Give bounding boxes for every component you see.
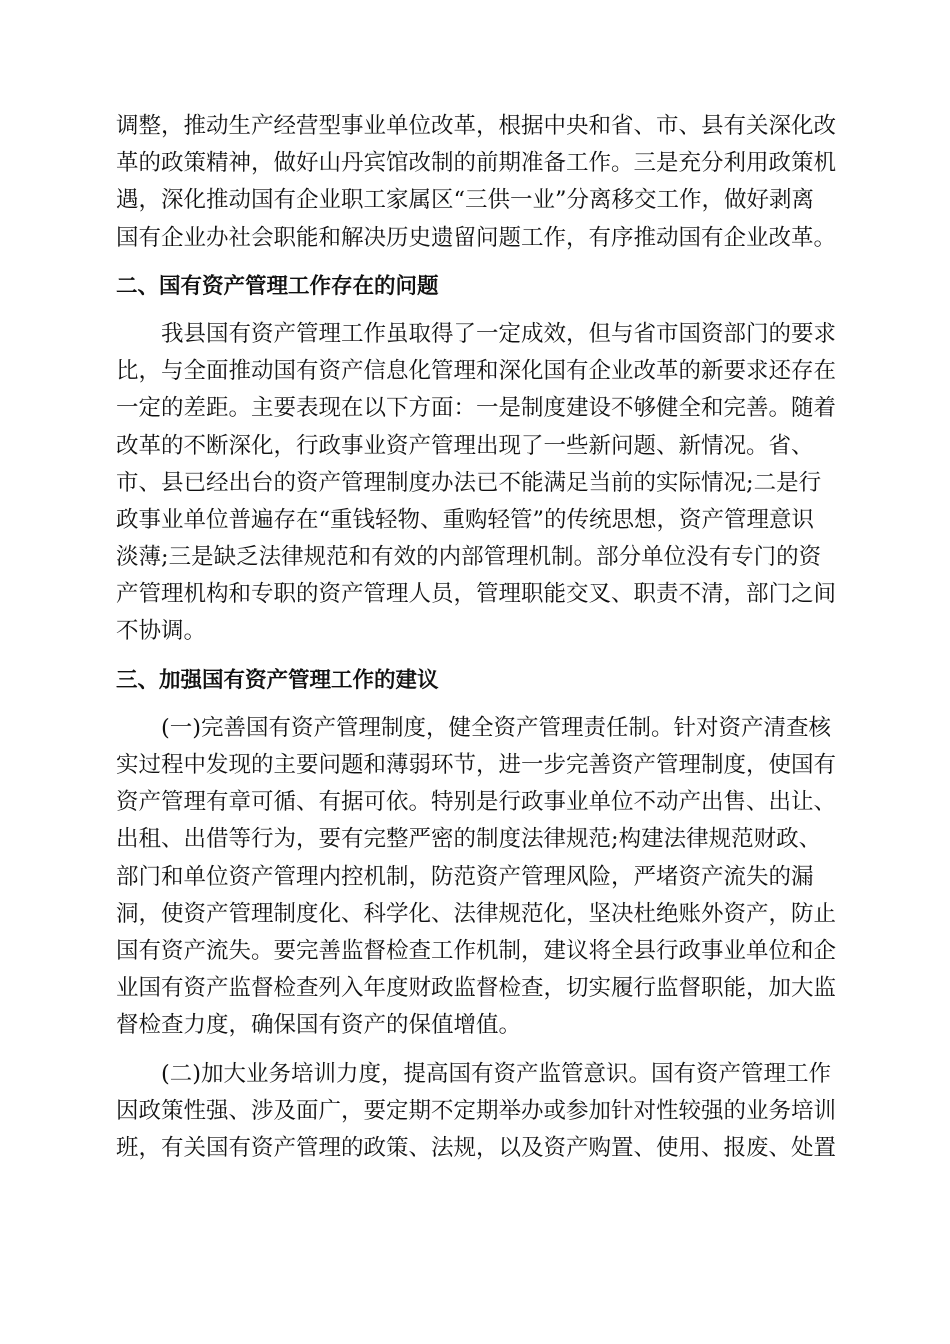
text-line: 淡薄;三是缺乏法律规范和有效的内部管理机制。部分单位没有专门的资 — [116, 544, 822, 571]
text-line: 我县国有资产管理工作虽取得了一定成效，但与省市国资部门的要求 — [116, 320, 837, 347]
text-line: 部门和单位资产管理内控机制，防范资产管理风险，严堵资产流失的漏 — [116, 863, 814, 890]
text-line: 班，有关国有资产管理的政策、法规，以及资产购置、使用、报废、处置 — [116, 1134, 837, 1161]
text-line: 实过程中发现的主要问题和薄弱环节，进一步完善资产管理制度，使国有 — [116, 752, 837, 778]
text-line: 资产管理有章可循、有据可依。特别是行政事业单位不动产出售、出让、 — [116, 789, 837, 816]
text-line: 出租、出借等行为，要有完整严密的制度法律规范;构建法律规范财政、 — [116, 826, 822, 853]
text-line: 业国有资产监督检查列入年度财政监督检查，切实履行监督职能，加大监 — [116, 975, 837, 1002]
text-line: 因政策性强、涉及面广，要定期不定期举办或参加针对性较强的业务培训 — [116, 1097, 837, 1124]
text-line: 市、县已经出台的资产管理制度办法已不能满足当前的实际情况;二是行 — [116, 469, 822, 496]
text-line: 调整，推动生产经营型事业单位改革，根据中央和省、市、县有关深化改 — [116, 113, 837, 139]
section-heading-problems: 二、国有资产管理工作存在的问题 — [116, 273, 439, 299]
text-line: 督检查力度，确保国有资产的保值增值。 — [116, 1012, 522, 1039]
text-line: 改革的不断深化，行政事业资产管理出现了一些新问题、新情况。省、 — [116, 432, 814, 459]
text-line: 洞，使资产管理制度化、科学化、法律规范化，坚决杜绝账外资产，防止 — [116, 900, 837, 927]
text-line: 不协调。 — [116, 618, 207, 645]
paragraph-reform-continuation — [116, 108, 837, 257]
paragraph-problems — [116, 316, 837, 651]
text-line: 产管理机构和专职的资产管理人员，管理职能交叉、职责不清，部门之间 — [116, 581, 837, 608]
text-line: 政事业单位普遍存在“重钱轻物、重购轻管”的传统思想，资产管理意识 — [116, 506, 815, 533]
text-line: 遇，深化推动国有企业职工家属区“三供一业”分离移交工作，做好剥离 — [116, 187, 815, 214]
text-line: 比，与全面推动国有资产信息化管理和深化国有企业改革的新要求还存在 — [116, 358, 837, 385]
text-line: 革的政策精神，做好山丹宾馆改制的前期准备工作。三是充分利用政策机 — [116, 150, 837, 177]
text-line: 国有企业办社会职能和解决历史遗留问题工作，有序推动国有企业改革。 — [116, 224, 837, 251]
text-line: (一)完善国有资产管理制度，健全资产管理责任制。针对资产清查核 — [116, 714, 832, 741]
text-line: 国有资产流失。要完善监督检查工作机制，建议将全县行政事业单位和企 — [116, 937, 837, 964]
paragraph-suggestion-two — [116, 1056, 837, 1168]
text-line: (二)加大业务培训力度，提高国有资产监管意识。国有资产管理工作 — [116, 1060, 832, 1087]
text-line: 一定的差距。主要表现在以下方面：一是制度建设不够健全和完善。随着 — [116, 395, 837, 422]
section-heading-suggestions: 三、加强国有资产管理工作的建议 — [116, 667, 439, 693]
paragraph-suggestion-one — [116, 710, 837, 1045]
